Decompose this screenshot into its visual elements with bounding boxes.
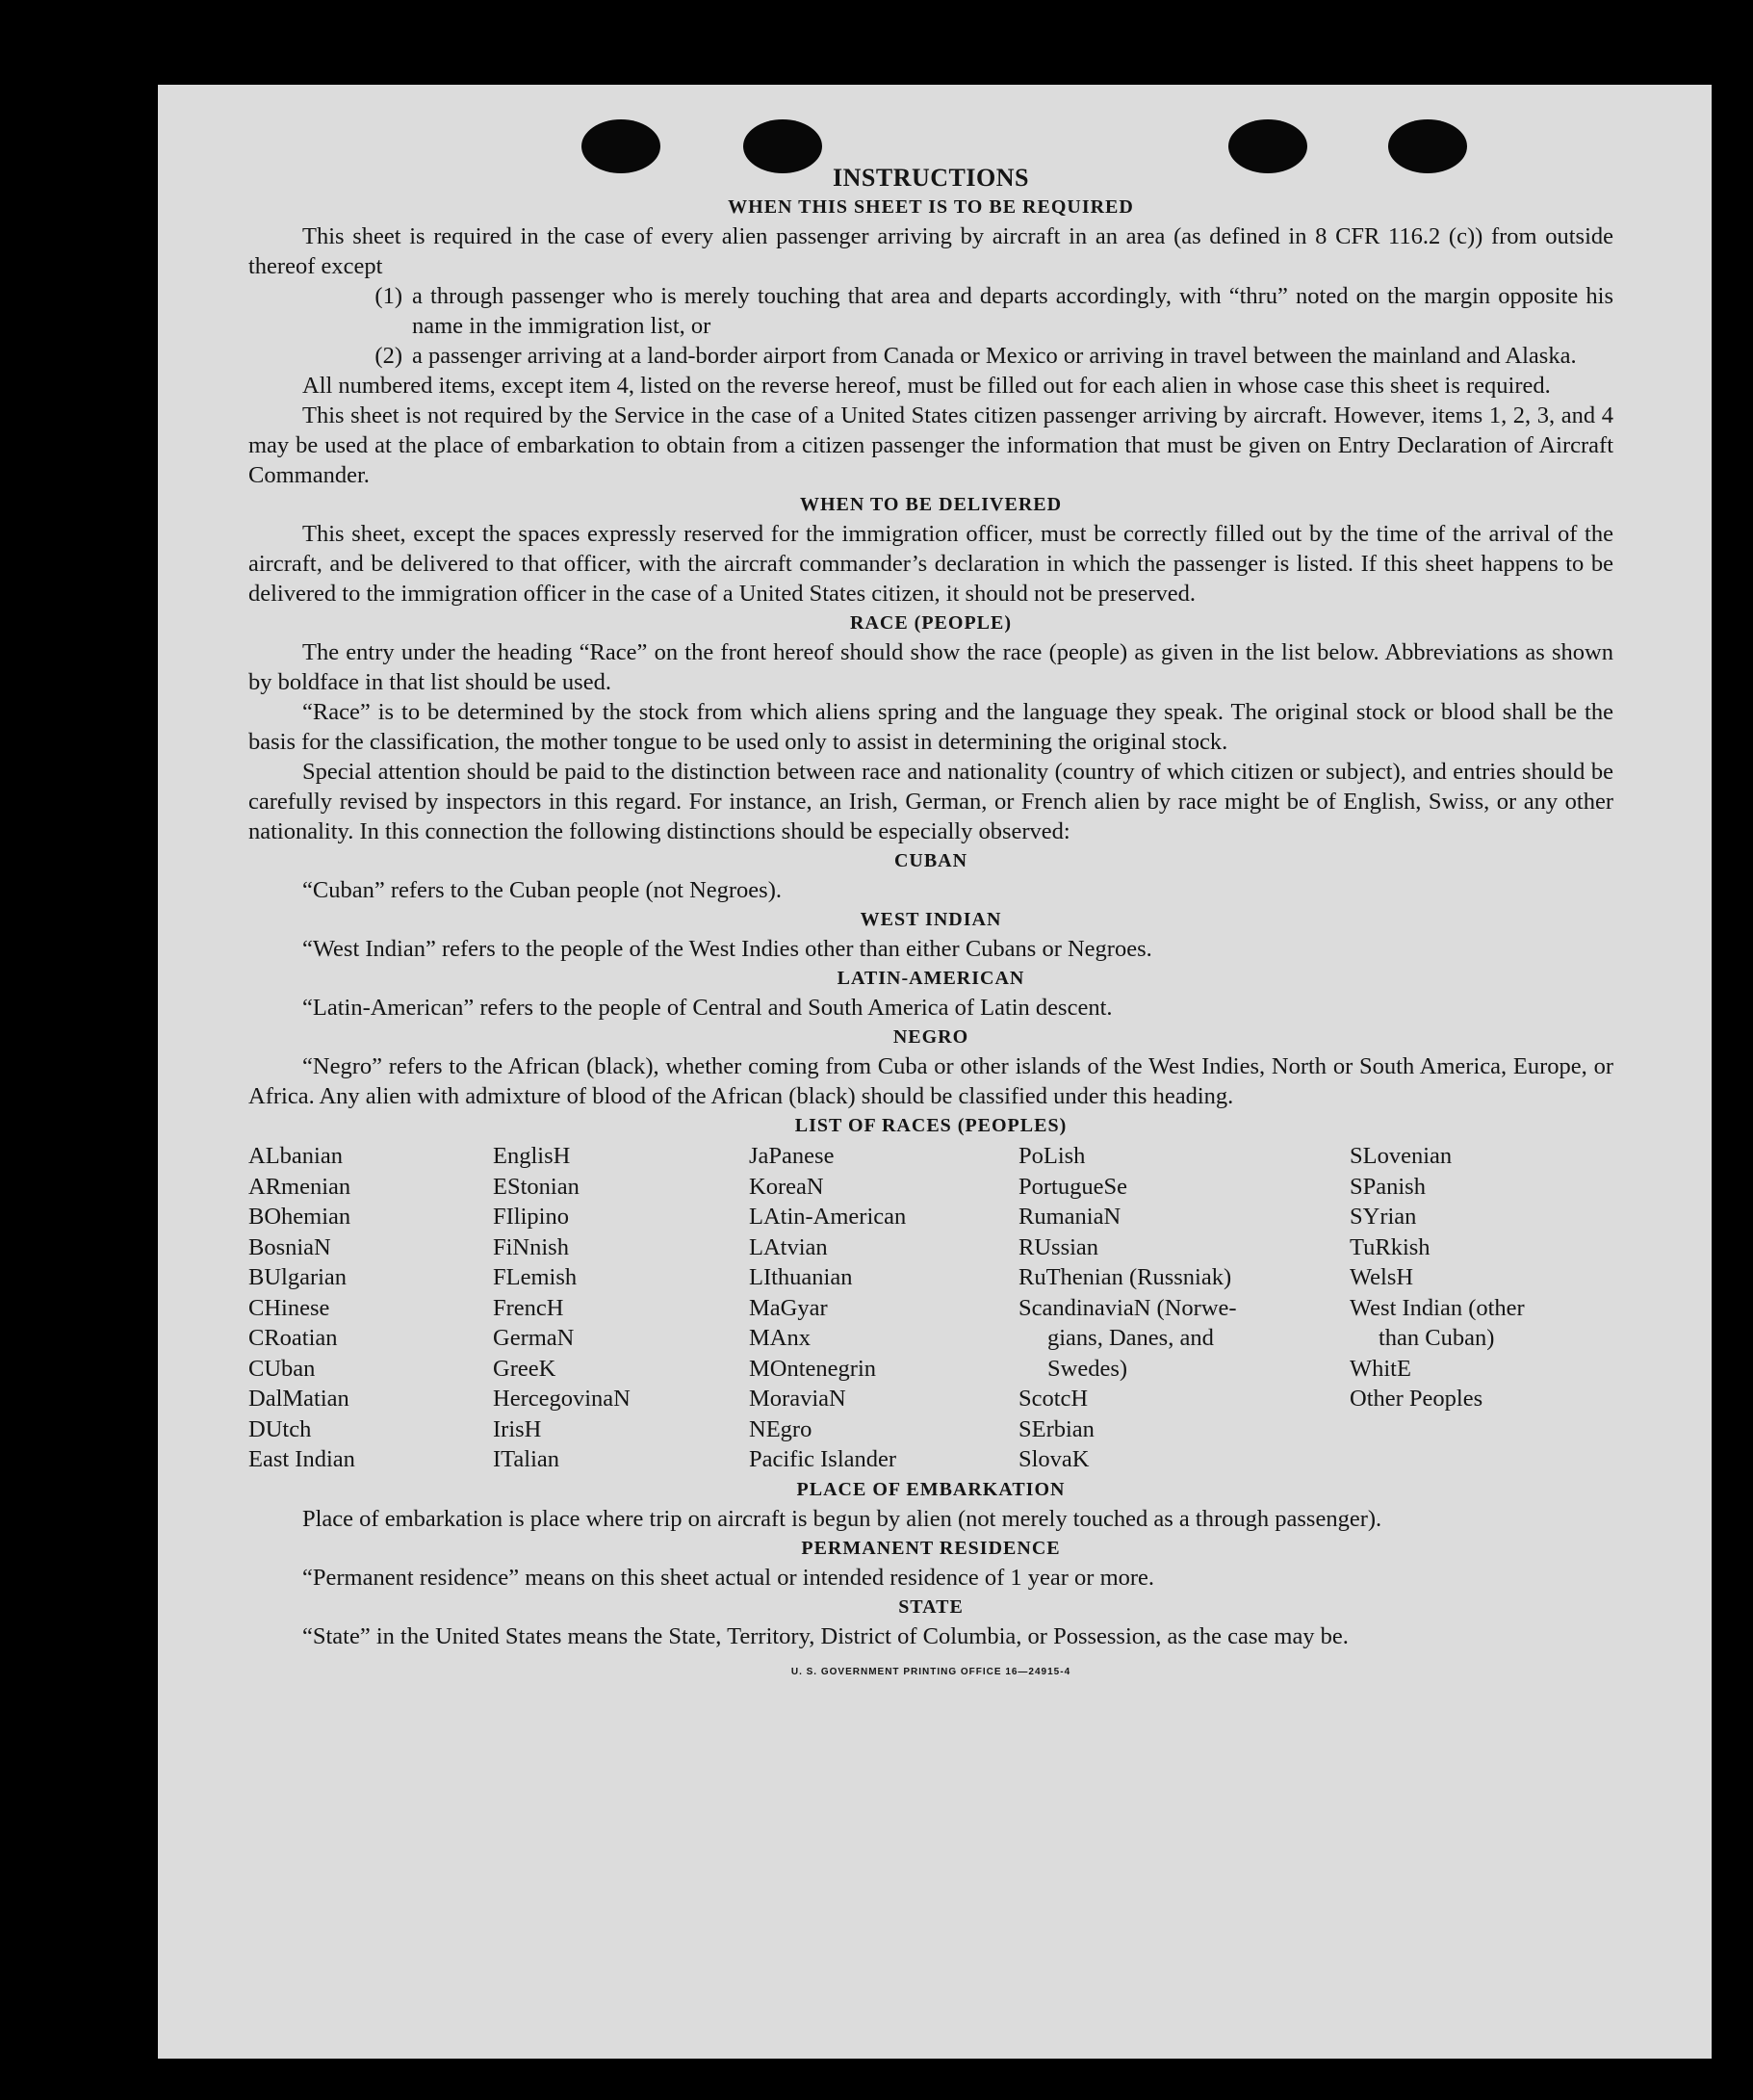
paragraph: “Race” is to be determined by the stock from which aliens spring and the language they speak. The original stock or blood shall be the basis for the classification, the mother tongue to be used only to assist in determining the original stock. — [248, 699, 1613, 755]
race-entry: TuRkish — [1350, 1233, 1431, 1260]
race-entry-continuation: gians, Danes, and — [1047, 1325, 1214, 1351]
race-entry: GreeK — [493, 1355, 556, 1382]
race-entry: FiNnish — [493, 1233, 569, 1260]
race-entry: DUtch — [248, 1415, 312, 1442]
paragraph: This sheet, except the spaces expressly reserved for the immigration officer, must be correctly filled out by the time of the arrival of the aircraft, and be delivered to that officer, with the aircraft commander’s declaration in which the passenger is listed. If this sheet happens to be delivered to the immigration officer in the case of a United States citizen, it should not be preserved. — [248, 521, 1613, 607]
paragraph: “State” in the United States means the State, Territory, District of Columbia, or Possession, as the case may be. — [302, 1622, 1349, 1649]
page-title: INSTRUCTIONS — [833, 164, 1029, 192]
section-heading-when-required: WHEN THIS SHEET IS TO BE REQUIRED — [728, 196, 1134, 218]
race-entry — [1018, 1323, 1350, 1354]
section-heading-state: STATE — [898, 1595, 964, 1618]
race-entry: CHinese — [248, 1294, 330, 1321]
race-entry: DalMatian — [248, 1386, 349, 1412]
paragraph: The entry under the heading “Race” on the front hereof should show the race (people) as given in the list below. Abbreviations as shown by boldface in that list should be used. — [248, 639, 1613, 695]
race-entry — [1018, 1354, 1350, 1385]
race-entry: PoLish — [1018, 1143, 1086, 1169]
paragraph: This sheet is required in the case of every alien passenger arriving by aircraft in an area (as defined in 8 CFR 116.2 (c)) from outside thereof except — [248, 223, 1613, 279]
race-entry: LAtvian — [749, 1233, 828, 1260]
race-entry: MOntenegrin — [749, 1355, 876, 1382]
paragraph: “Latin-American” refers to the people of Central and South America of Latin descent. — [302, 995, 1113, 1021]
races-column — [1018, 1141, 1350, 1475]
race-entry: WelsH — [1350, 1264, 1414, 1290]
paragraph: This sheet is not required by the Service in the case of a United States citizen passenger arriving by aircraft. However, items 1, 2, 3, and 4 may be used at the place of embarkation to obtain from a citizen passenger the information that must be given on Entry Declaration of Aircraft Commander. — [248, 402, 1613, 488]
paragraph: “West Indian” refers to the people of the West Indies other than either Cubans or Negroes. — [302, 936, 1152, 962]
list-item-text: a passenger arriving at a land-border airport from Canada or Mexico or arriving in travel between the mainland and Alaska. — [412, 343, 1577, 369]
race-entry: ARmenian — [248, 1173, 351, 1200]
section-heading-permanent-residence: PERMANENT RESIDENCE — [801, 1537, 1061, 1559]
paragraph: Place of embarkation is place where trip on aircraft is begun by alien (not merely touched as a through passenger). — [302, 1505, 1382, 1532]
race-entry: JaPanese — [749, 1143, 835, 1169]
race-entry: CRoatian — [248, 1325, 338, 1351]
race-entry: FrencH — [493, 1294, 564, 1321]
list-item-number: (1) — [374, 283, 402, 309]
race-entry: PortugueSe — [1018, 1173, 1127, 1200]
paragraph: “Negro” refers to the African (black), whether coming from Cuba or other islands of the West Indies, North or South America, Europe, or Africa. Any alien with admixture of blood of the African (black) should be classified under this heading. — [248, 1053, 1613, 1109]
paragraph: “Permanent residence” means on this sheet actual or intended residence of 1 year or more. — [302, 1564, 1155, 1591]
race-entry: IrisH — [493, 1415, 542, 1442]
race-entry: Pacific Islander — [749, 1446, 897, 1472]
race-entry: FIlipino — [493, 1204, 569, 1230]
section-heading-negro: NEGRO — [892, 1026, 969, 1048]
race-entry: BosniaN — [248, 1233, 331, 1260]
race-entry: SYrian — [1350, 1204, 1417, 1230]
paragraph: “Cuban” refers to the Cuban people (not Negroes). — [302, 877, 782, 903]
races-column — [248, 1141, 493, 1475]
paragraph: Special attention should be paid to the distinction between race and nationality (country of which citizen or subject), and entries should be carefully revised by inspectors in this regard. For instance, an Irish, German, or French alien by race might be of English, Swiss, or any other nationality. In this connection the following distinctions should be especially observed: — [248, 759, 1613, 844]
printer-imprint: U. S. GOVERNMENT PRINTING OFFICE 16—24915-4 — [790, 1666, 1071, 1677]
section-heading-race: RACE (PEOPLE) — [850, 612, 1012, 634]
race-entry: BUlgarian — [248, 1264, 348, 1290]
race-entry: FLemish — [493, 1264, 578, 1290]
race-entry: ScandinaviaN (Norwe- — [1018, 1294, 1237, 1321]
race-entry: ScotcH — [1018, 1386, 1089, 1412]
races-column — [1350, 1141, 1613, 1475]
race-entry: CUban — [248, 1355, 316, 1382]
race-entry: LIthuanian — [749, 1264, 853, 1290]
document-body — [248, 164, 1613, 1677]
paragraph: All numbered items, except item 4, listed on the reverse hereof, must be filled out for each alien in whose case this sheet is required. — [302, 373, 1551, 399]
list-item-text: a through passenger who is merely touching that area and departs accordingly, with “thru” noted on the margin opposite his name in the immigration list, or — [412, 283, 1613, 339]
race-entry-continuation: than Cuban) — [1379, 1325, 1495, 1351]
race-entry: KoreaN — [749, 1173, 824, 1200]
race-entry: ITalian — [493, 1446, 560, 1472]
document-page — [158, 85, 1712, 2059]
section-heading-cuban: CUBAN — [893, 850, 968, 871]
race-entry — [1350, 1323, 1613, 1354]
races-table — [248, 1141, 1613, 1475]
section-heading-latin-american: LATIN-AMERICAN — [837, 968, 1025, 989]
section-heading-west-indian: WEST INDIAN — [860, 909, 1002, 930]
race-entry: SPanish — [1350, 1173, 1426, 1200]
race-entry: East Indian — [248, 1446, 355, 1472]
race-entry: BOhemian — [248, 1204, 351, 1230]
race-entry: GermaN — [493, 1325, 575, 1351]
race-entry-continuation: Swedes) — [1047, 1355, 1128, 1382]
race-entry: RUssian — [1018, 1233, 1099, 1260]
race-entry: RumaniaN — [1018, 1204, 1121, 1230]
section-heading-list-of-races: LIST OF RACES (PEOPLES) — [794, 1115, 1068, 1136]
race-entry: EStonian — [493, 1173, 580, 1200]
race-entry: MAnx — [749, 1325, 811, 1351]
race-entry: SLovenian — [1350, 1143, 1453, 1169]
race-entry: EnglisH — [493, 1143, 571, 1169]
race-entry: LAtin-American — [749, 1204, 907, 1230]
section-heading-embarkation: PLACE OF EMBARKATION — [796, 1478, 1066, 1500]
list-item — [248, 341, 1613, 371]
races-column — [493, 1141, 749, 1475]
race-entry: MoraviaN — [749, 1386, 846, 1412]
race-entry: WhitE — [1350, 1355, 1411, 1382]
list-item-number: (2) — [374, 343, 402, 369]
race-entry: NEgro — [749, 1415, 812, 1442]
races-column — [749, 1141, 1018, 1475]
exception-list — [248, 281, 1613, 371]
race-entry: ALbanian — [248, 1143, 343, 1169]
race-entry: West Indian (other — [1350, 1294, 1525, 1321]
race-entry: Other Peoples — [1350, 1386, 1483, 1412]
race-entry: SErbian — [1018, 1415, 1095, 1442]
race-entry: MaGyar — [749, 1294, 828, 1321]
section-heading-when-delivered: WHEN TO BE DELIVERED — [799, 494, 1063, 515]
race-entry: SlovaK — [1018, 1446, 1090, 1472]
list-item — [248, 281, 1613, 341]
race-entry: RuThenian (Russniak) — [1018, 1264, 1232, 1290]
race-entry: HercegovinaN — [493, 1386, 631, 1412]
